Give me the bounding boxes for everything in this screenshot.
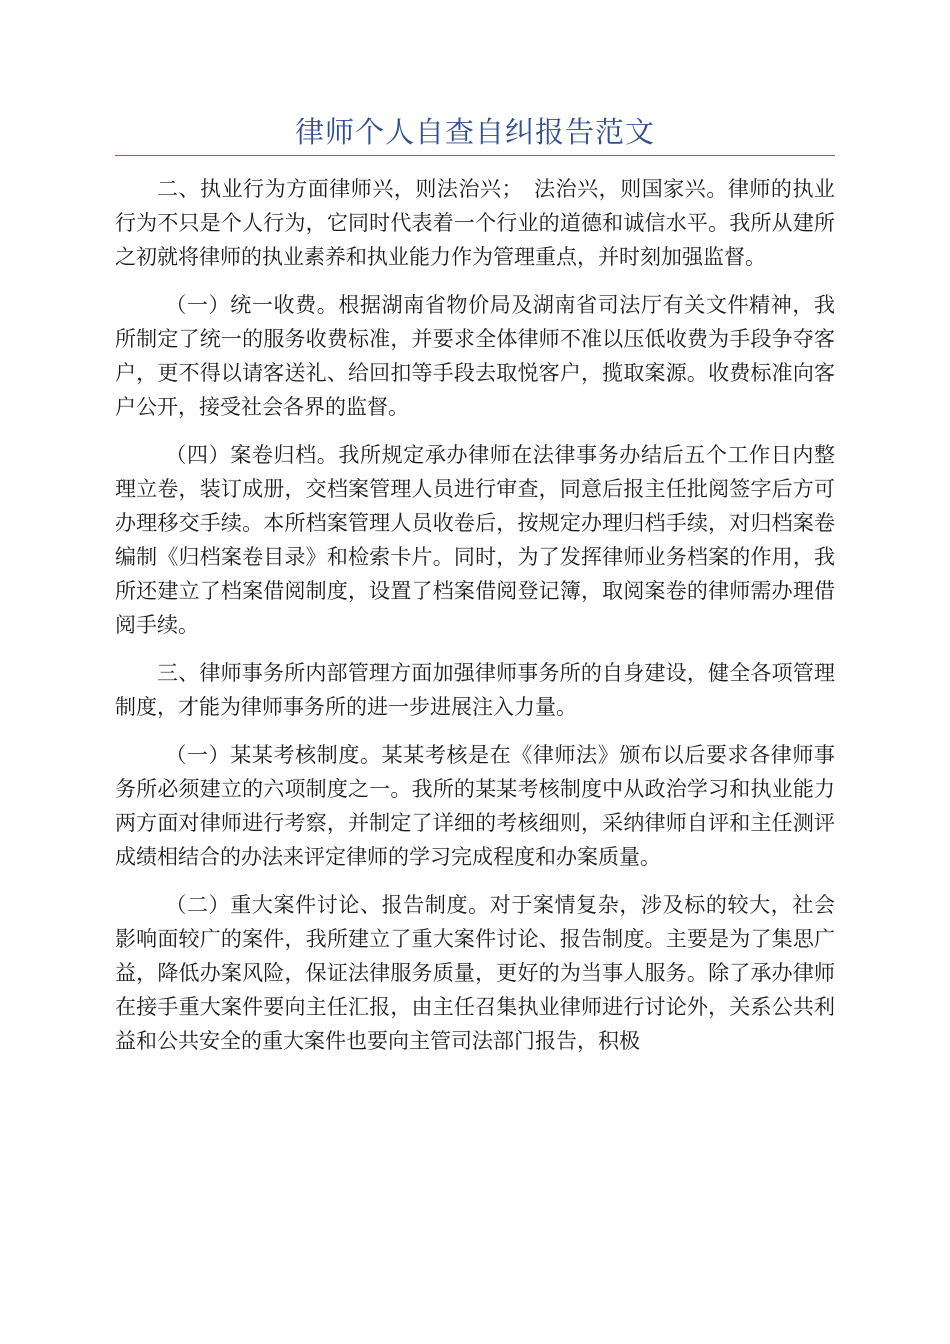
document-body (115, 172, 835, 1072)
title-underline (115, 155, 835, 156)
paragraph-internal-management: 三、律师事务所内部管理方面加强律师事务所的自身建设，健全各项管理制度，才能为律师事务所的进一步进展注入力量。 (115, 661, 835, 719)
paragraph-unified-fees: （一）统一收费。根据湖南省物价局及湖南省司法厅有关文件精神，我所制定了统一的服务收费标准，并要求全体律师不准以压低收费为手段争夺客户，更不得以请客送礼、给回扣等手段去取悦客户，揽取案源。收费标准向客户公开，接受社会各界的监督。 (115, 293, 835, 419)
paragraph-major-case-discussion: （二）重大案件讨论、报告制度。对于案情复杂，涉及标的较大，社会影响面较广的案件，我所建立了重大案件讨论、报告制度。主要是为了集思广益，降低办案风险，保证法律服务质量，更好的为当事人服务。除了承办律师在接手重大案件要向主任汇报，由主任召集执业律师进行讨论外，关系公共利益和公共安全的重大案件也要向主管司法部门报告，积极 (115, 893, 835, 1053)
paragraph-practice-conduct: 二、执业行为方面律师兴，则法治兴； 法治兴，则国家兴。律师的执业行为不只是个人行为，它同时代表着一个行业的道德和诚信水平。我所从建所之初就将律师的执业素养和执业能力作为管理重点，并时刻加强监督。 (115, 177, 835, 269)
paragraph-case-archiving: （四）案卷归档。我所规定承办律师在法律事务办结后五个工作日内整理立卷，装订成册，交档案管理人员进行审查，同意后报主任批阅签字后方可办理移交手续。本所档案管理人员收卷后，按规定办理归档手续，对归档案卷编制《归档案卷目录》和检索卡片。同时，为了发挥律师业务档案的作用，我所还建立了档案借阅制度，设置了档案借阅登记簿，取阅案卷的律师需办理借阅手续。 (115, 443, 835, 637)
paragraph-assessment-system: （一）某某考核制度。某某考核是在《律师法》颁布以后要求各律师事务所必须建立的六项制度之一。我所的某某考核制度中从政治学习和执业能力两方面对律师进行考察，并制定了详细的考核细则，采纳律师自评和主任测评成绩相结合的办法来评定律师的学习完成程度和办案质量。 (115, 743, 835, 869)
document-title: 律师个人自查自纠报告范文 (294, 115, 655, 149)
